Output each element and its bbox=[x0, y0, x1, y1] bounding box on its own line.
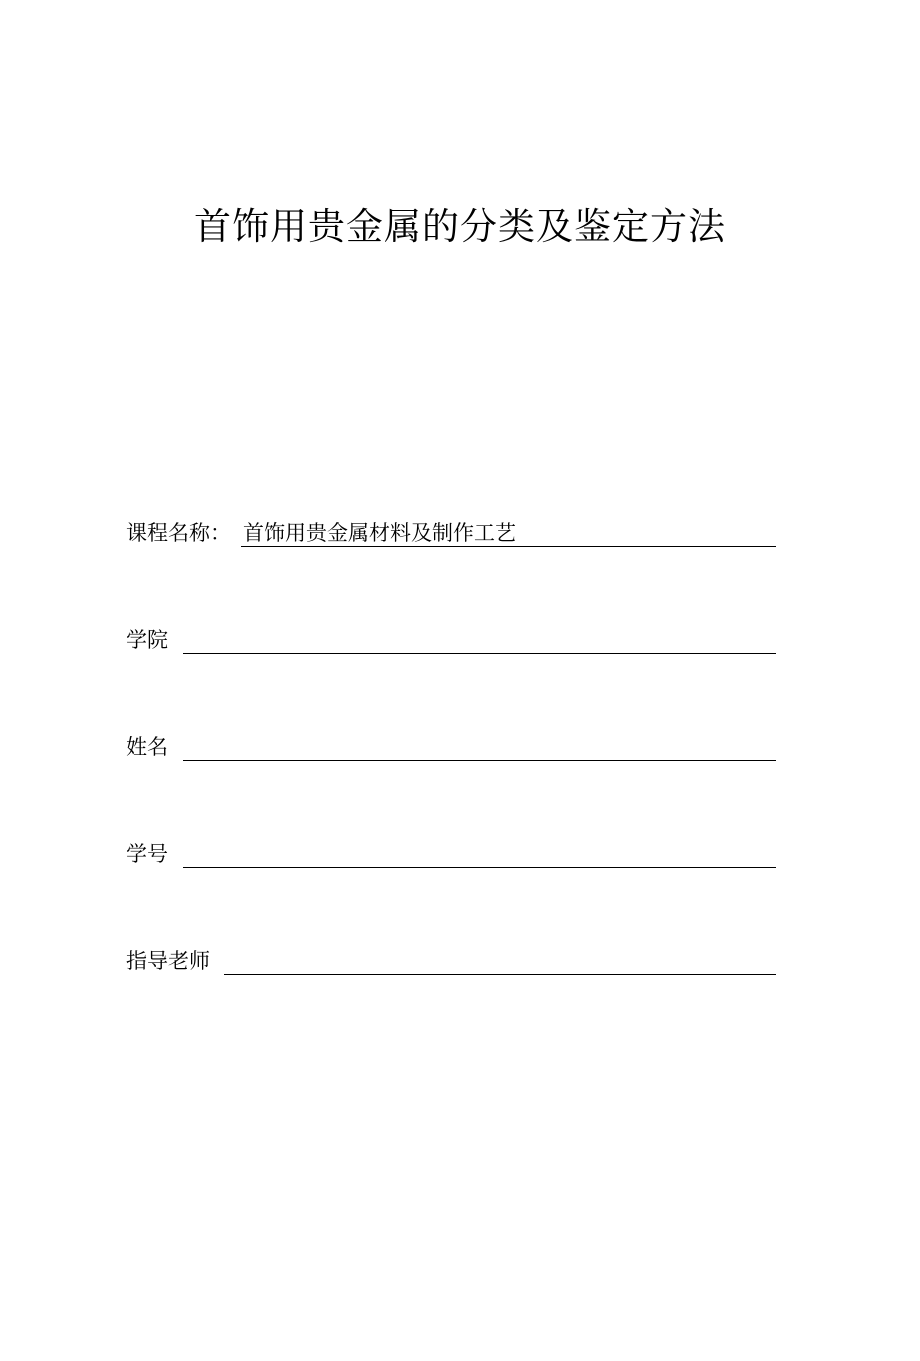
student-id-row bbox=[126, 836, 776, 868]
advisor-row bbox=[126, 943, 776, 975]
college-field[interactable] bbox=[183, 627, 776, 654]
student-id-field[interactable] bbox=[183, 841, 776, 868]
advisor-field[interactable] bbox=[224, 948, 776, 975]
college-label: 学院 bbox=[126, 628, 168, 652]
student-id-label: 学号 bbox=[126, 842, 168, 866]
name-row bbox=[126, 729, 776, 761]
name-label: 姓名 bbox=[126, 735, 168, 759]
course-name-label: 课程名称： bbox=[126, 521, 231, 545]
course-name-row bbox=[126, 515, 776, 547]
name-field[interactable] bbox=[183, 734, 776, 761]
college-row bbox=[126, 622, 776, 654]
course-name-field[interactable]: 首饰用贵金属材料及制作工艺 bbox=[241, 520, 776, 547]
page-title: 首饰用贵金属的分类及鉴定方法 bbox=[194, 205, 726, 248]
advisor-label: 指导老师 bbox=[126, 949, 210, 973]
